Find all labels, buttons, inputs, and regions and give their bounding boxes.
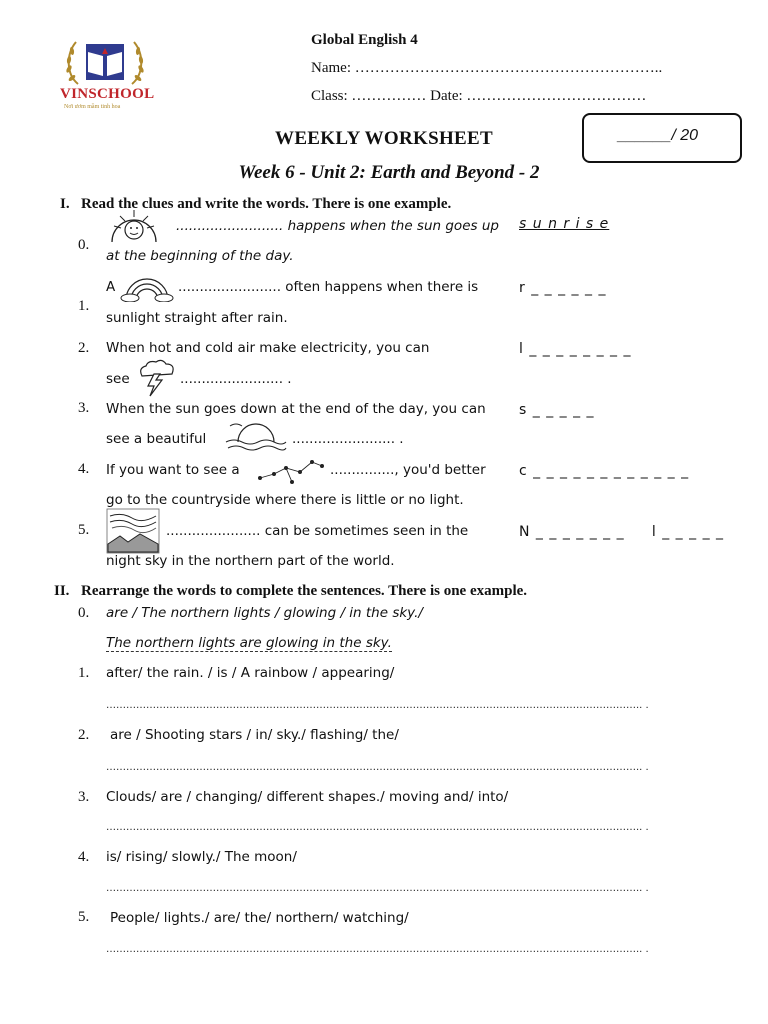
worksheet-title: WEEKLY WORKSHEET [275, 128, 493, 149]
q2-prompt: are / Shooting stars / in/ sky./ flashing/ the/ [110, 727, 399, 743]
q4-answer-line[interactable]: …………………………………………………………………………………………………………………………………………….. . [106, 883, 649, 894]
q4-number: 4. [78, 849, 90, 865]
item4-answer: c _ _ _ _ _ _ _ _ _ _ _ _ [519, 463, 690, 479]
item0-number: 0. [78, 237, 90, 253]
item1-line1-end: ........................ often happens when there is [178, 279, 479, 295]
section1-number: I. [60, 196, 70, 212]
item2-line2-end: ........................ . [180, 371, 292, 387]
item2-answer: l _ _ _ _ _ _ _ _ [519, 341, 632, 357]
item5-number: 5. [78, 522, 90, 538]
item5-line1-end: ...................... can be sometimes seen in the [166, 523, 469, 539]
item2-line1: When hot and cold air make electricity, you can [106, 340, 430, 356]
class-date-field[interactable]: Class: …………… Date: ……………………………… [311, 88, 647, 104]
q3-answer-line[interactable]: …………………………………………………………………………………………………………………………………………….. . [106, 822, 649, 833]
section2-number: II. [54, 583, 70, 599]
q2-answer-line[interactable]: …………………………………………………………………………………………………………………………………………….. . [106, 762, 649, 773]
sunset-icon [224, 418, 288, 454]
item0-answer: s u n r i s e [519, 216, 610, 232]
worksheet-subtitle: Week 6 - Unit 2: Earth and Beyond - 2 [238, 162, 540, 183]
item4-line1-start: If you want to see a [106, 462, 240, 478]
item3-line1: When the sun goes down at the end of the day, you can [106, 401, 486, 417]
rainbow-icon [120, 272, 174, 302]
q1-answer-line[interactable]: …………………………………………………………………………………………………………………………………………….. . [106, 700, 649, 711]
q1-prompt: after/ the rain. / is / A rainbow / appearing/ [106, 665, 395, 681]
example-answer: The northern lights are glowing in the sky. [106, 635, 392, 651]
item1-answer: r _ _ _ _ _ _ [519, 280, 607, 296]
lightning-cloud-icon [134, 358, 180, 398]
ex-number: 0. [78, 605, 90, 621]
section1-heading: Read the clues and write the words. There is one example. [81, 196, 452, 212]
q5-answer-line[interactable]: …………………………………………………………………………………………………………………………………………….. . [106, 944, 649, 955]
constellation-icon [256, 454, 328, 488]
item1-line1-start: A [106, 279, 116, 295]
item2-line2-start: see [106, 371, 130, 387]
logo-tagline: Nơi ươm mầm tinh hoa [64, 104, 121, 110]
name-field[interactable]: Name: …………………………………………………….. [311, 60, 663, 76]
course-name: Global English 4 [311, 32, 418, 48]
item4-line2: go to the countryside where there is little or no light. [106, 492, 464, 508]
laurel-book-icon [40, 34, 170, 94]
item4-number: 4. [78, 461, 90, 477]
q5-prompt: People/ lights./ are/ the/ northern/ watching/ [110, 910, 409, 926]
item2-number: 2. [78, 340, 90, 356]
q2-number: 2. [78, 727, 90, 743]
item4-line1-end: ..............., you'd better [330, 462, 486, 478]
item1-number: 1. [78, 298, 90, 314]
item3-answer: s _ _ _ _ _ [519, 402, 595, 418]
item3-line2-start: see a beautiful [106, 431, 207, 447]
q3-prompt: Clouds/ are / changing/ different shapes./ moving and/ into/ [106, 789, 509, 805]
item0-line1: ......................... happens when the sun goes up [176, 218, 499, 234]
section2-heading: Rearrange the words to complete the sentences. There is one example. [81, 583, 528, 599]
item5-line2: night sky in the northern part of the world. [106, 553, 395, 569]
item0-line2: at the beginning of the day. [106, 248, 294, 264]
item5-answer: N _ _ _ _ _ _ _ l _ _ _ _ _ [519, 524, 725, 540]
logo-wordmark: VINSCHOOL [60, 86, 155, 102]
northern-lights-icon [106, 508, 160, 554]
item3-line2-end: ........................ . [292, 431, 404, 447]
example-prompt: are / The northern lights / glowing / in the sky./ [106, 605, 423, 621]
q5-number: 5. [78, 909, 90, 925]
score-text: ______/ 20 [618, 127, 699, 144]
q4-prompt: is/ rising/ slowly./ The moon/ [106, 849, 297, 865]
item3-number: 3. [78, 400, 90, 416]
q1-number: 1. [78, 665, 90, 681]
item1-line2: sunlight straight after rain. [106, 310, 288, 326]
sun-face-icon [106, 208, 162, 244]
q3-number: 3. [78, 789, 90, 805]
